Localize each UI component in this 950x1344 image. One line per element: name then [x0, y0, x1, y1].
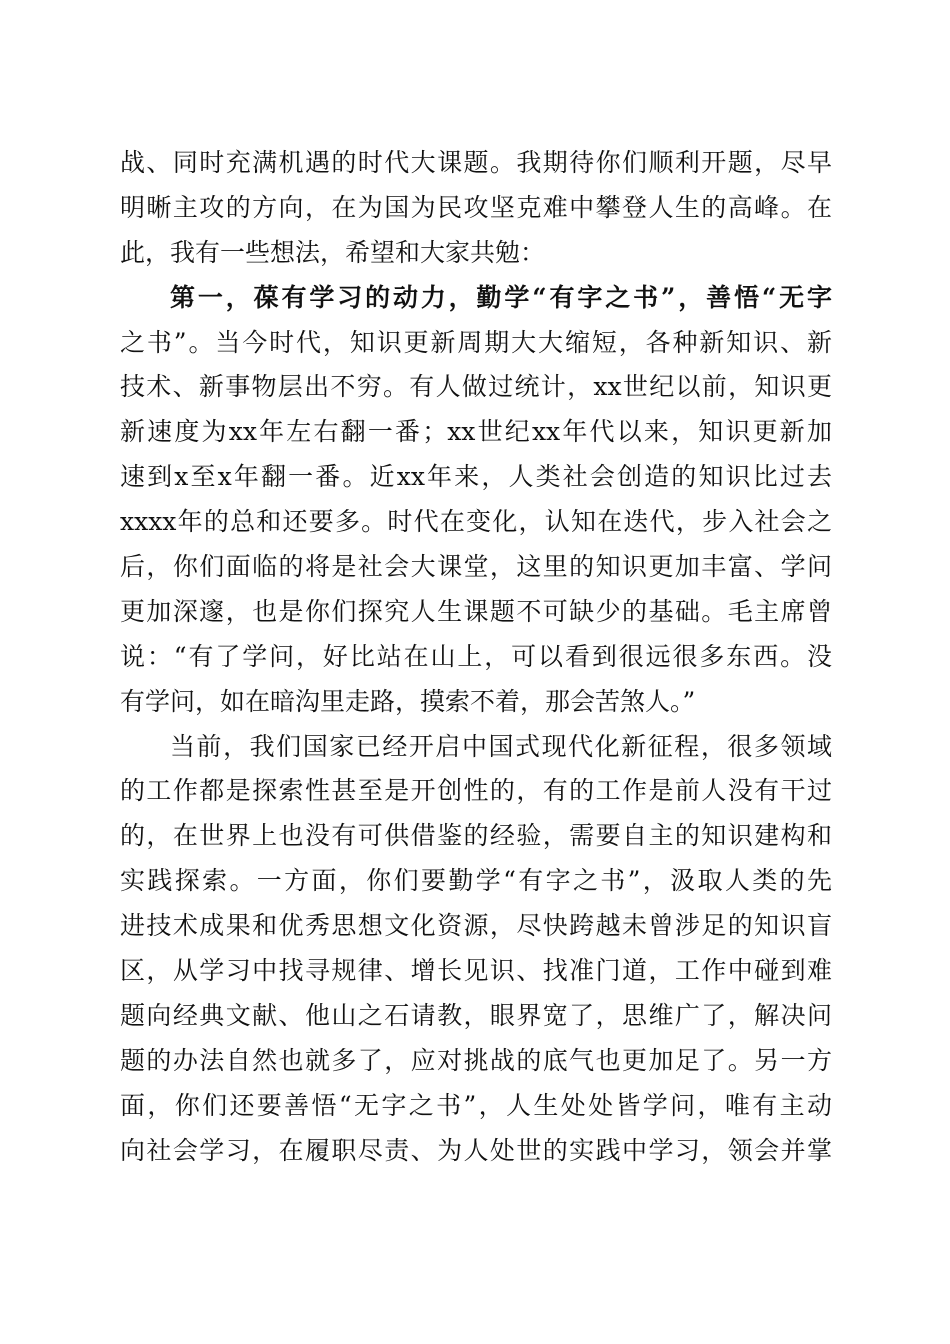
paragraph-3-line-9: 面，你们还要善悟“无字之书”，人生处处皆学问，唯有主动	[120, 1090, 832, 1120]
paragraph-2-line-3: 新速度为xx年左右翻一番；xx世纪xx年代以来，知识更新加	[120, 417, 832, 447]
paragraph-3-line-10: 向社会学习，在履职尽责、为人处世的实践中学习，领会并掌	[120, 1135, 832, 1165]
paragraph-3-line-1: 当前，我们国家已经开启中国式现代化新征程，很多领域	[170, 731, 832, 761]
paragraph-3-line-7: 题向经典文献、他山之石请教，眼界宽了，思维广了，解决问	[120, 1000, 832, 1030]
paragraph-2-line-7: 更加深邃，也是你们探究人生课题不可缺少的基础。毛主席曾	[120, 596, 832, 626]
paragraph-2-line-4: 速到x至x年翻一番。近xx年来，人类社会创造的知识比过去	[120, 462, 832, 492]
paragraph-2-line-6: 后，你们面临的将是社会大课堂，这里的知识更加丰富、学问	[120, 552, 832, 582]
paragraph-3-line-8: 题的办法自然也就多了，应对挑战的底气也更加足了。另一方	[120, 1045, 832, 1075]
paragraph-1-line-3: 此，我有一些想法，希望和大家共勉：	[120, 237, 546, 267]
paragraph-2-line-1: 之书”。当今时代，知识更新周期大大缩短，各种新知识、新	[120, 327, 832, 357]
paragraph-1-line-1: 战、同时充满机遇的时代大课题。我期待你们顺利开题，尽早	[120, 148, 832, 177]
paragraph-3-line-3: 的，在世界上也没有可供借鉴的经验，需要自主的知识建构和	[120, 821, 832, 851]
paragraph-2-lead-heading: 第一，葆有学习的动力，勤学“有字之书”，善悟“无字	[170, 282, 832, 312]
paragraph-1-line-2: 明晰主攻的方向，在为国为民攻坚克难中攀登人生的高峰。在	[120, 192, 832, 222]
document-body	[120, 141, 832, 1173]
paragraph-2-line-8: 说：“有了学问，好比站在山上，可以看到很远很多东西。没	[120, 641, 832, 671]
paragraph-3-line-6: 区，从学习中找寻规律、增长见识、找准门道，工作中碰到难	[120, 956, 832, 986]
paragraph-3-line-5: 进技术成果和优秀思想文化资源，尽快跨越未曾涉足的知识盲	[120, 911, 832, 941]
paragraph-3-line-2: 的工作都是探索性甚至是开创性的，有的工作是前人没有干过	[120, 776, 832, 806]
paragraph-2-line-9: 有学问，如在暗沟里走路，摸索不着，那会苦煞人。”	[120, 686, 696, 716]
paragraph-3-line-4: 实践探索。一方面，你们要勤学“有字之书”，汲取人类的先	[120, 866, 832, 896]
paragraph-2-line-5: xxxx年的总和还要多。时代在变化，认知在迭代，步入社会之	[120, 507, 832, 537]
paragraph-2-line-2: 技术、新事物层出不穷。有人做过统计，xx世纪以前，知识更	[120, 372, 832, 402]
